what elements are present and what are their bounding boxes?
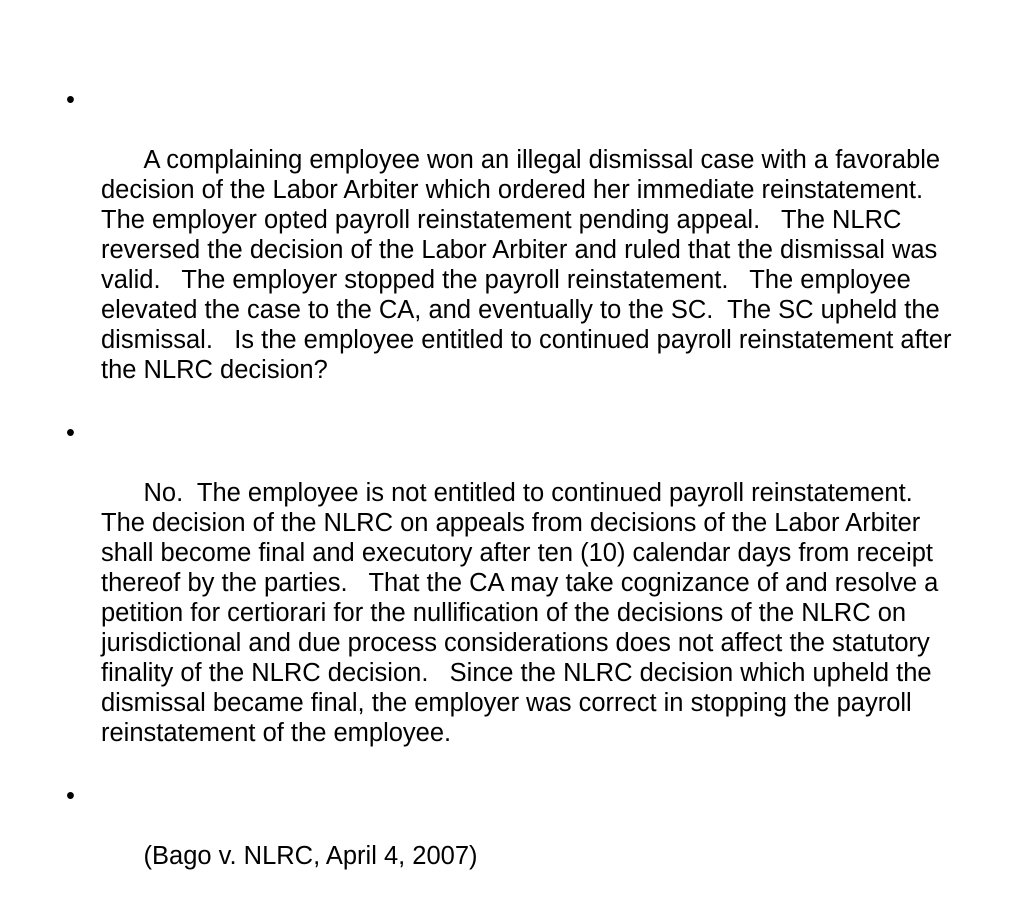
bullet-list [66, 85, 966, 904]
bullet-text: A complaining employee won an illegal dismissal case with a favorable decision of the Labor Arbiter which ordered her immediate reinstatement. The employer opted payroll reinstatement pending appeal. The NLRC reversed the decision of the Labor Arbiter and ruled that the dismissal was valid. The employer stopped the payroll reinstatement. The employee elevated the case to the CA, and eventually to the SC. The SC upheld the dismissal. Is the employee entitled to continued payroll reinstatement after the NLRC decision? [101, 146, 959, 384]
bullet-dot-icon: • [66, 419, 75, 447]
bullet-citation [66, 781, 966, 901]
bullet-dot-icon: • [66, 782, 75, 810]
bullet-question [66, 85, 966, 415]
bullet-text: (Bago v. NLRC, April 4, 2007) [143, 842, 478, 870]
bullet-text: No. The employee is not entitled to continued payroll reinstatement. The decision of the NLRC on appeals from decisions of the Labor Arbiter shall become final and executory after ten (10) calendar days from receipt thereof by the parties. That the CA may take cognizance of and resolve a petition for certiorari for the nullification of the decisions of the NLRC on jurisdictional and due process considerations does not affect the statutory finality of the NLRC decision. Since the NLRC decision which upheld the dismissal became final, the employer was correct in stopping the payroll reinstatement of the employee. [101, 479, 946, 747]
bullet-dot-icon: • [66, 86, 75, 114]
bullet-answer [66, 418, 966, 778]
